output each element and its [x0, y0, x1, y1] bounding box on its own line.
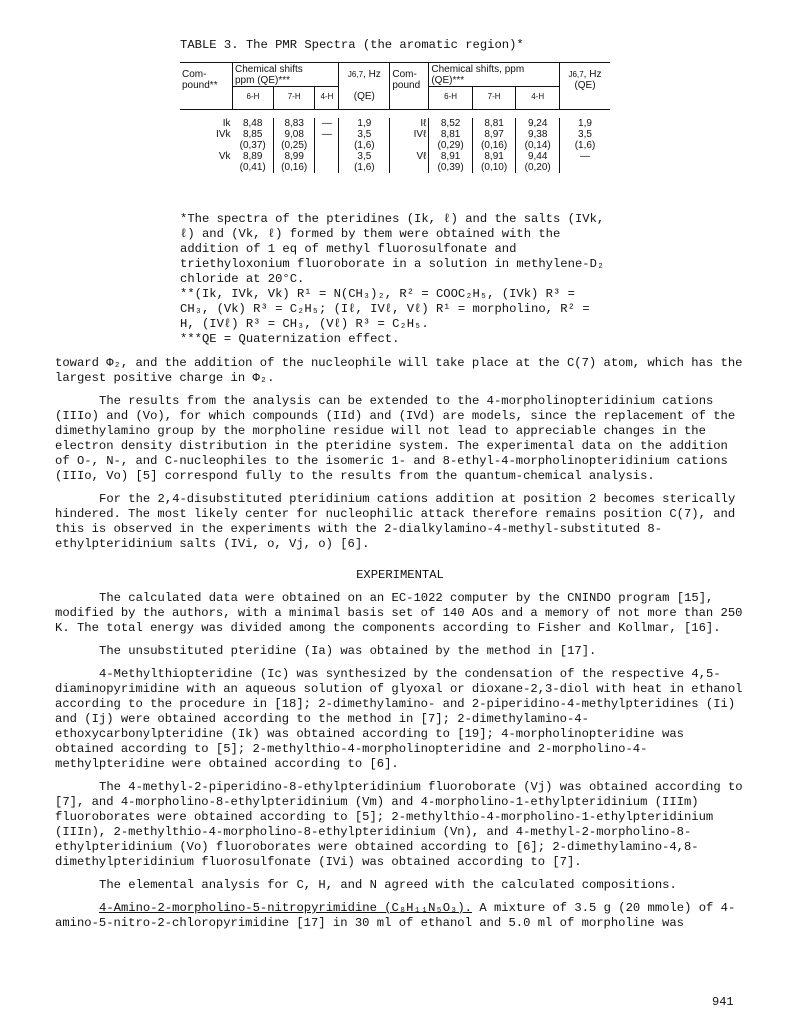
table-row: IVk 8,85 9,08 — 3,5 IVℓ 8,81 8,97 9,38 3,5 — [180, 129, 610, 140]
body-text — [55, 356, 745, 931]
paragraph-9-text: A mixture of 3.5 g (20 mmole) of 4-amino-5-nitro-2-chloropyrimidine [17] in 30 ml of ethanol and 5.0 ml of morpholine was — [55, 901, 736, 930]
paragraph-4: The calculated data were obtained on an EC-1022 computer by the CNINDO program [15], modified by the authors, with a minimal basis set of 140 AOs and a memory of not more than 250 K. The total energy was divided among the components according to Fisher and Kollmar, [16]. — [55, 591, 743, 635]
paragraph-9 — [55, 901, 745, 931]
page-number: 941 — [712, 995, 734, 1009]
header-6h-right: 6-H — [429, 87, 473, 110]
paragraph-5: The unsubstituted pteridine (Ia) was obtained by the method in [17]. — [99, 644, 597, 658]
header-4h-right: 4-H — [516, 87, 560, 110]
header-j-right: J6,7, Hz (QE) — [560, 63, 611, 110]
header-4h: 4-H — [315, 87, 339, 110]
compound-title: 4-Amino-2-morpholino-5-nitropyrimidine (C₈H₁₁N₅O₃). — [99, 901, 472, 915]
section-heading: EXPERIMENTAL — [356, 568, 444, 582]
paragraph-1: toward Φ₂, and the addition of the nucleophile will take place at the C(7) atom, which has the largest positive charge in Φ₂. — [55, 356, 743, 385]
paragraph-2: The results from the analysis can be extended to the 4-morpholinopteridinium cations (IIIo) and (Vo), for which compounds (IId) and (IVd) are models, since the replacement of the dimethylamino group by the morpholine residue will not lead to appreciable changes in the electron density distribution in the pteridine system. The experimental data on the addition of O-, N-, and C-nucleophiles to the isomeric 1- and 8-ethyl-4-morpholinopteridinium cations (IIIo, Vo) [5] correspond fully to the results from the quantum-chemical analysis. — [55, 394, 736, 483]
table-title: TABLE 3. The PMR Spectra (the aromatic region)* — [180, 38, 524, 52]
header-compound: Com- pound** — [182, 69, 218, 91]
header-7h: 7-H — [273, 87, 315, 110]
header-6h: 6-H — [233, 87, 274, 110]
table-row: (0,37) (0,25) (1,6) (0,29) (0,16) (0,14) (1,6) — [180, 140, 610, 151]
footnote-1: *The spectra of the pteridines (Ik, ℓ) and the salts (IVk, ℓ) and (Vk, ℓ) formed by them were obtained with the addition of 1 eq of methyl fluorosulfonate and triethyloxonium fluoroborate in a solution in methylene-D₂ chloride at 20°C. — [180, 212, 605, 286]
paragraph-8: The elemental analysis for C, H, and N agreed with the calculated compositions. — [99, 878, 677, 892]
table-row: (0,41) (0,16) (1,6) (0,39) (0,10) (0,20) — [180, 162, 610, 173]
header-compound-right: Com- pound — [390, 63, 429, 110]
table-row: Vk 8,89 8,99 3,5 Vℓ 8,91 8,91 9,44 — — [180, 151, 610, 162]
footnote-2: **(Ik, IVk, Vk) R¹ = N(CH₃)₂, R² = COOC₂H₅, (IVk) R³ = CH₃, (Vk) R³ = C₂H₅; (Iℓ, IVℓ, Vℓ) R¹ = morpholino, R² = H, (IVℓ) R³ = CH₃, (Vℓ) R³ = C₂H₅. — [180, 287, 590, 331]
paragraph-3: For the 2,4-disubstituted pteridinium cations addition at position 2 becomes sterically hindered. The most likely center for nucleophilic attack therefore remains position C(7), and this is observed in the experiments with the 2-dialkylamino-4-methyl-substituted 8-ethylpteridinium salts (IVi, o, Vj, o) [6]. — [55, 492, 736, 551]
header-j: J6,7, Hz (QE) — [339, 63, 390, 110]
paragraph-6: 4-Methylthiopteridine (Ic) was synthesized by the condensation of the respective 4,5-diaminopyrimidine with an aqueous solution of glyoxal or dioxane-2,3-diol with heat in ethanol according to the procedure in [18]; 2-dimethylamino- and 2-piperidino-4-methylpteridines (Ii) and (Ij) were obtained according to the method in [7]; 2-dimethylamino-4-ethoxycarbonylpteridine (Ik) was obtained according to [19]; 4-morpholinopteridine was obtained according to [5]; 2-methylthio-4-morpholinopteridine and 2-morpholino-4-methylpteridine were obtained according to [6]. — [55, 667, 743, 771]
paragraph-7: The 4-methyl-2-piperidino-8-ethylpteridinium fluoroborate (Vj) was obtained according to [7], and 4-morpholino-8-ethylpteridinium (Vm) and 4-morpholino-1-ethylpteridinium (IIIm) fluoroborates were obtained according to [5]; 2-methylthio-4-morpholino-1-ethylpteridinium (IIIn), 2-methylthio-4-morpholino-8-ethylpteridinium (Vn), and 4-methyl-2-morpholino-8-ethylpteridinium (Vo) fluoroborates were obtained according to [6]; 2-dimethylamino-4,8-dimethylpteridinium fluorosulfonate (IVi) was obtained according to [7]. — [55, 780, 743, 869]
table-footnotes — [180, 212, 610, 347]
header-chem-shifts-right: Chemical shifts, ppm (QE)*** — [429, 63, 560, 87]
header-7h-right: 7-H — [472, 87, 516, 110]
footnote-3: ***QE = Quaternization effect. — [180, 332, 400, 346]
pmr-table — [180, 62, 610, 173]
header-chem-shifts: Chemical shifts ppm (QE)*** — [233, 63, 339, 87]
table-row: Ik 8,48 8,83 — 1,9 Iℓ 8,52 8,81 9,24 1,9 — [180, 118, 610, 129]
